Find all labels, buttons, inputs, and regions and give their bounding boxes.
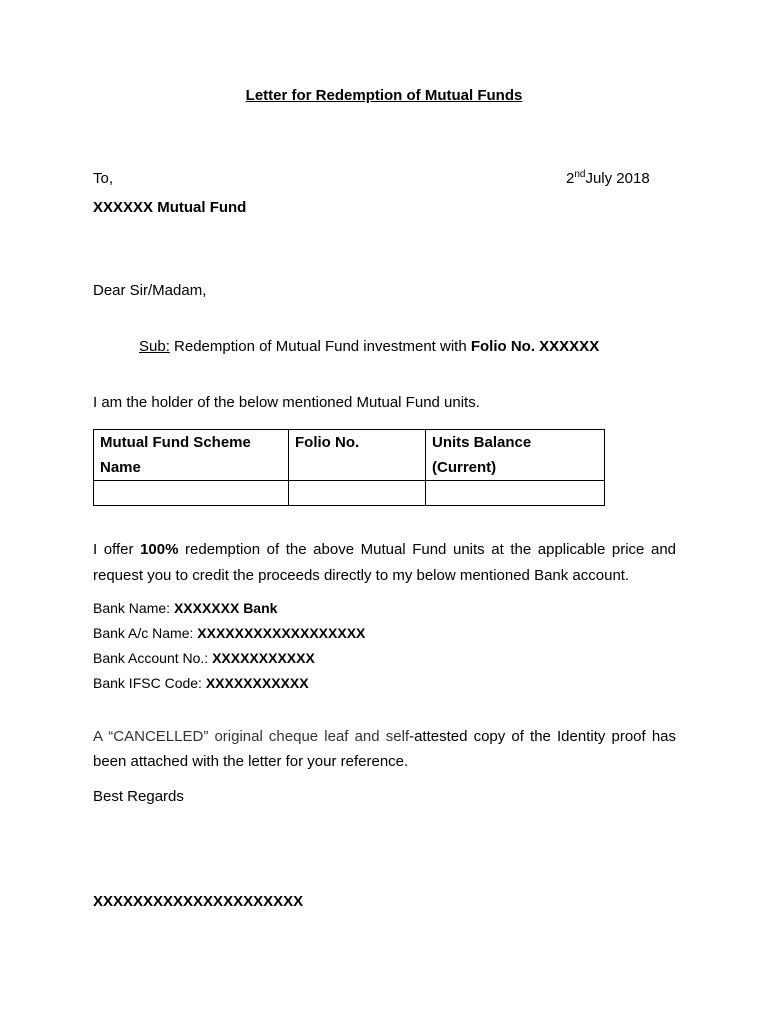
para2-part1: A “CANCELLED” original cheque leaf and self (93, 728, 410, 745)
para1-before: I offer (93, 541, 141, 558)
addressee: XXXXXX Mutual Fund (93, 199, 247, 216)
bank-account-name-label: Bank A/c Name: (93, 625, 198, 641)
subject-label: Sub: (139, 338, 170, 355)
para1-after: redemption of the above Mutual Fund units at the applicable price and request you to credit the proceeds directly to my below mentioned Bank account. (93, 541, 677, 584)
table-cell-units-balance (426, 481, 605, 506)
table-row (94, 481, 605, 506)
to-label: To, (93, 170, 114, 187)
date-rest: July 2018 (585, 170, 650, 187)
table-header-row (94, 430, 605, 481)
bank-account-name-value: XXXXXXXXXXXXXXXXXX (197, 625, 366, 641)
bank-account-number-value: XXXXXXXXXXX (212, 650, 315, 666)
closing: Best Regards (93, 788, 184, 805)
intro-sentence: I am the holder of the below mentioned Mutual Fund units. (93, 394, 480, 411)
header-units-balance: Units Balance (Current) (426, 430, 605, 481)
subject-text: Redemption of Mutual Fund investment with (169, 338, 471, 355)
bank-ifsc-line (93, 675, 309, 691)
salutation: Dear Sir/Madam, (93, 282, 207, 299)
date-day: 2 (566, 170, 575, 187)
bank-account-name-line (93, 625, 365, 641)
bank-ifsc-label: Bank IFSC Code: (93, 675, 206, 691)
table-cell-folio-no (289, 481, 426, 506)
redemption-percent: 100% (140, 541, 179, 558)
para2-part2: -attested copy of the Identity proof has been attached with the letter for your reference. (93, 728, 676, 770)
bank-name-value: XXXXXXX Bank (173, 600, 278, 616)
header-scheme-name: Mutual Fund Scheme Name (94, 430, 289, 481)
redemption-paragraph (93, 537, 676, 589)
attachment-paragraph (93, 724, 676, 774)
bank-ifsc-value: XXXXXXXXXXX (205, 675, 309, 691)
letter-date (566, 170, 650, 187)
header-folio-no: Folio No. (289, 430, 426, 481)
subject-folio: Folio No. XXXXXX (470, 338, 600, 355)
date-suffix: nd (574, 169, 586, 180)
bank-account-number-label: Bank Account No.: (93, 650, 213, 666)
bank-account-number-line (93, 650, 315, 666)
signature-name: XXXXXXXXXXXXXXXXXXXXX (93, 893, 304, 910)
table-cell-scheme-name (94, 481, 289, 506)
subject-line (139, 338, 599, 355)
bank-name-label: Bank Name: (93, 600, 174, 616)
bank-name-line (93, 600, 277, 616)
fund-table (93, 429, 605, 506)
letter-title: Letter for Redemption of Mutual Funds (245, 87, 523, 104)
